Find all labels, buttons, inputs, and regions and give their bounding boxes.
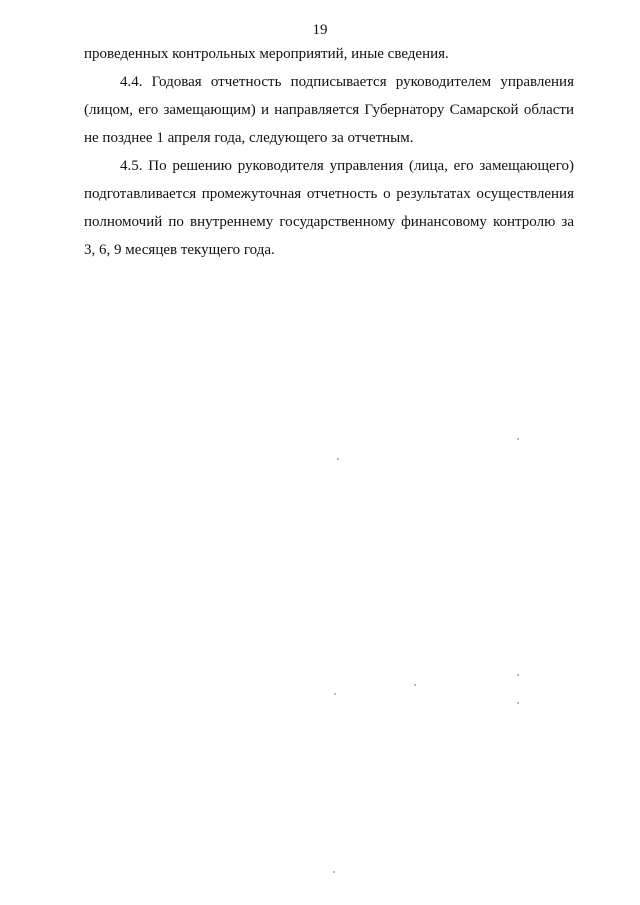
paragraph-4-4: 4.4. Годовая отчетность подписывается руководителем управления (лицом, его замещающим) и направляется Губернатору Самарской области не позднее 1 апреля года, следующего за отчетным. xyxy=(84,74,574,146)
document-body xyxy=(84,40,574,264)
page-number: 19 xyxy=(312,22,328,38)
scan-artifact xyxy=(517,674,519,676)
scan-artifact xyxy=(333,871,335,873)
scan-artifact xyxy=(414,684,416,686)
paragraph-4-5: 4.5. По решению руководителя управления (лица, его замещающего) подготавливается промежуточная отчетность о результатах осуществления полномочий по внутреннему государственному финансовому контролю за 3, 6, 9 месяцев текущего года. xyxy=(84,158,574,258)
scan-artifact xyxy=(517,438,519,440)
scan-artifact xyxy=(334,693,336,695)
scan-artifact xyxy=(517,702,519,704)
paragraph-continuation: проведенных контрольных мероприятий, иные сведения. xyxy=(84,46,449,62)
scan-artifact xyxy=(337,458,339,460)
